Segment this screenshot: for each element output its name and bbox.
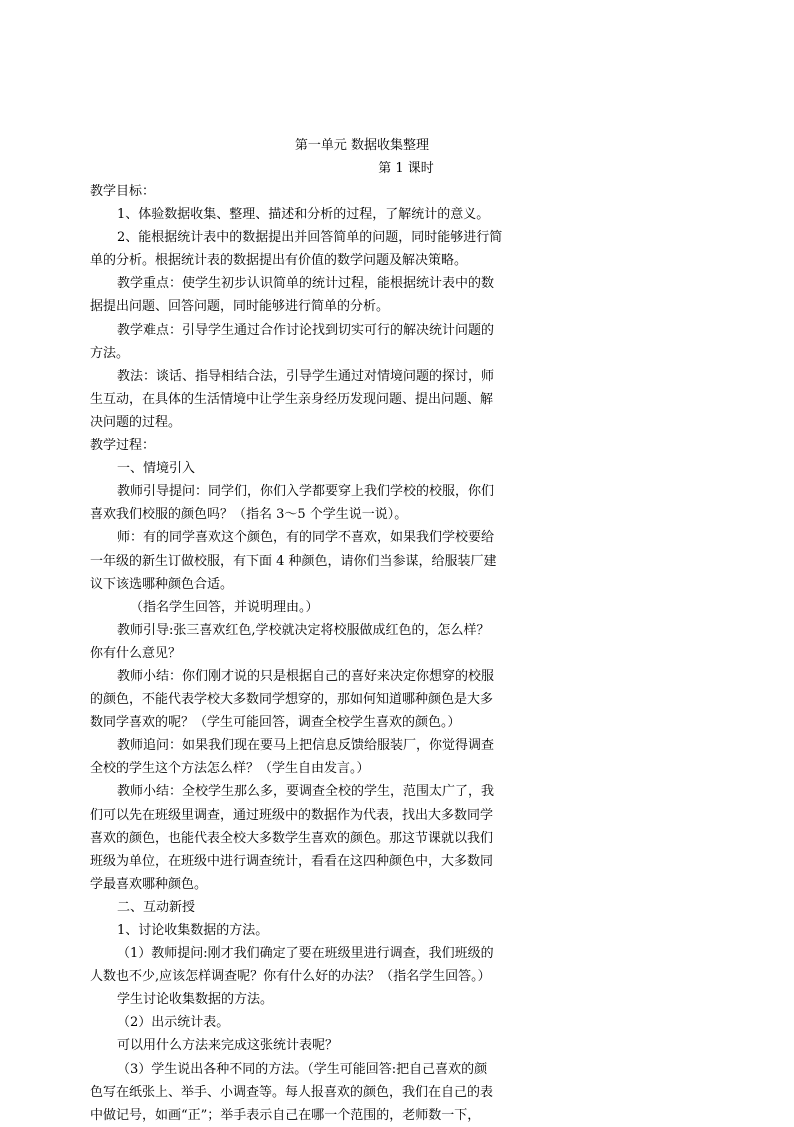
new-teaching-line-9: 中做记号，如画“正”；举手表示自己在哪一个范围的，老师数一下， (90, 1107, 481, 1123)
intro-line-17: 班级为单位，在班级中进行调查统计，看看在这四种颜色中，大多数同 (90, 853, 494, 869)
key-point-line-2: 据提出问题、回答问题，同时能够进行简单的分析。 (90, 299, 390, 315)
new-teaching-line-4: 学生讨论收集数据的方法。 (117, 992, 274, 1008)
key-point-line-1: 教学重点：使学生初步认识简单的统计过程，能根据统计表中的数 (117, 276, 495, 292)
difficulty-line-1: 教学难点：引导学生通过合作讨论找到切实可行的解决统计问题的 (117, 322, 495, 338)
intro-line-18: 学最喜欢哪种颜色。 (90, 876, 208, 892)
intro-line-7: 教师引导:张三喜欢红色,学校就决定将校服做成红色的，怎么样？ (117, 622, 490, 638)
intro-line-5: 议下该选哪种颜色合适。 (90, 576, 234, 592)
new-teaching-line-7: （3）学生说出各种不同的方法。（学生可能回答:把自己喜欢的颜 (117, 1061, 488, 1077)
section-heading-process: 教学过程： (90, 438, 156, 454)
method-line-3: 决问题的过程。 (90, 414, 182, 430)
intro-line-8: 你有什么意见？ (90, 645, 182, 661)
new-teaching-line-1: 1、讨论收集数据的方法。 (117, 923, 269, 938)
document-subtitle: 第 1 课时 (378, 161, 434, 176)
objective-2-line-1: 2、能根据统计表中的数据提出并回答简单的问题，同时能够进行简 (117, 230, 503, 246)
method-line-1: 教法：谈话、指导相结合法，引导学生通过对情境问题的探讨，师 (117, 368, 495, 384)
subheading-new-teaching: 二、互动新授 (117, 899, 196, 915)
difficulty-line-2: 方法。 (90, 345, 130, 361)
intro-line-10: 的颜色，不能代表学校大多数同学想穿的，那如何知道哪种颜色是大多 (90, 692, 494, 708)
intro-line-12: 教师追问：如果我们现在要马上把信息反馈给服装厂，你觉得调查 (117, 738, 495, 754)
objective-2-line-2: 单的分析。根据统计表的数据提出有价值的数学问题及解决策略。 (90, 253, 468, 269)
section-heading-objectives: 教学目标： (90, 184, 156, 199)
document-content (90, 134, 530, 1127)
intro-line-6: （指名学生回答，并说明理由。） (130, 599, 319, 615)
new-teaching-line-3: 人数也不少,应该怎样调查呢？你有什么好的办法？（指名学生回答。） (90, 969, 491, 985)
intro-line-1: 教师引导提问：同学们，你们入学都要穿上我们学校的校服，你们 (117, 484, 495, 500)
document-title: 第一单元 数据收集整理 (294, 138, 430, 153)
intro-line-16: 喜欢的颜色，也能代表全校大多数学生喜欢的颜色。那这节课就以我们 (90, 830, 494, 846)
method-line-2: 生互动，在具体的生活情境中让学生亲身经历发现问题、提出问题、解 (90, 391, 494, 407)
intro-line-2: 喜欢我们校服的颜色吗？（指名 3～5 个学生说一说）。 (90, 507, 408, 523)
new-teaching-line-2: （1）教师提问:刚才我们确定了要在班级里进行调查，我们班级的 (117, 946, 494, 962)
intro-line-3: 师：有的同学喜欢这个颜色，有的同学不喜欢，如果我们学校要给 (117, 530, 495, 546)
intro-line-15: 们可以先在班级里调查，通过班级中的数据作为代表，找出大多数同学 (90, 807, 494, 823)
new-teaching-line-5: （2）出示统计表。 (117, 1015, 230, 1031)
intro-line-11: 数同学喜欢的呢？（学生可能回答，调查全校学生喜欢的颜色。） (90, 715, 461, 731)
intro-line-14: 教师小结：全校学生那么多，要调查全校的学生，范围太广了，我 (117, 784, 495, 800)
objective-1: 1、体验数据收集、整理、描述和分析的过程，了解统计的意义。 (117, 207, 490, 223)
intro-line-9: 教师小结：你们刚才说的只是根据自己的喜好来决定你想穿的校服 (117, 668, 495, 684)
new-teaching-line-6: 可以用什么方法来完成这张统计表呢？ (117, 1038, 339, 1054)
subheading-intro: 一、情境引入 (117, 461, 196, 477)
intro-line-4: 一年级的新生订做校服，有下面 4 种颜色，请你们当参谋，给服装厂建 (90, 553, 497, 569)
intro-line-13: 全校的学生这个方法怎么样？（学生自由发言。） (90, 761, 370, 777)
new-teaching-line-8: 色写在纸张上、举手、小调查等。每人报喜欢的颜色，我们在自己的表 (90, 1084, 494, 1100)
